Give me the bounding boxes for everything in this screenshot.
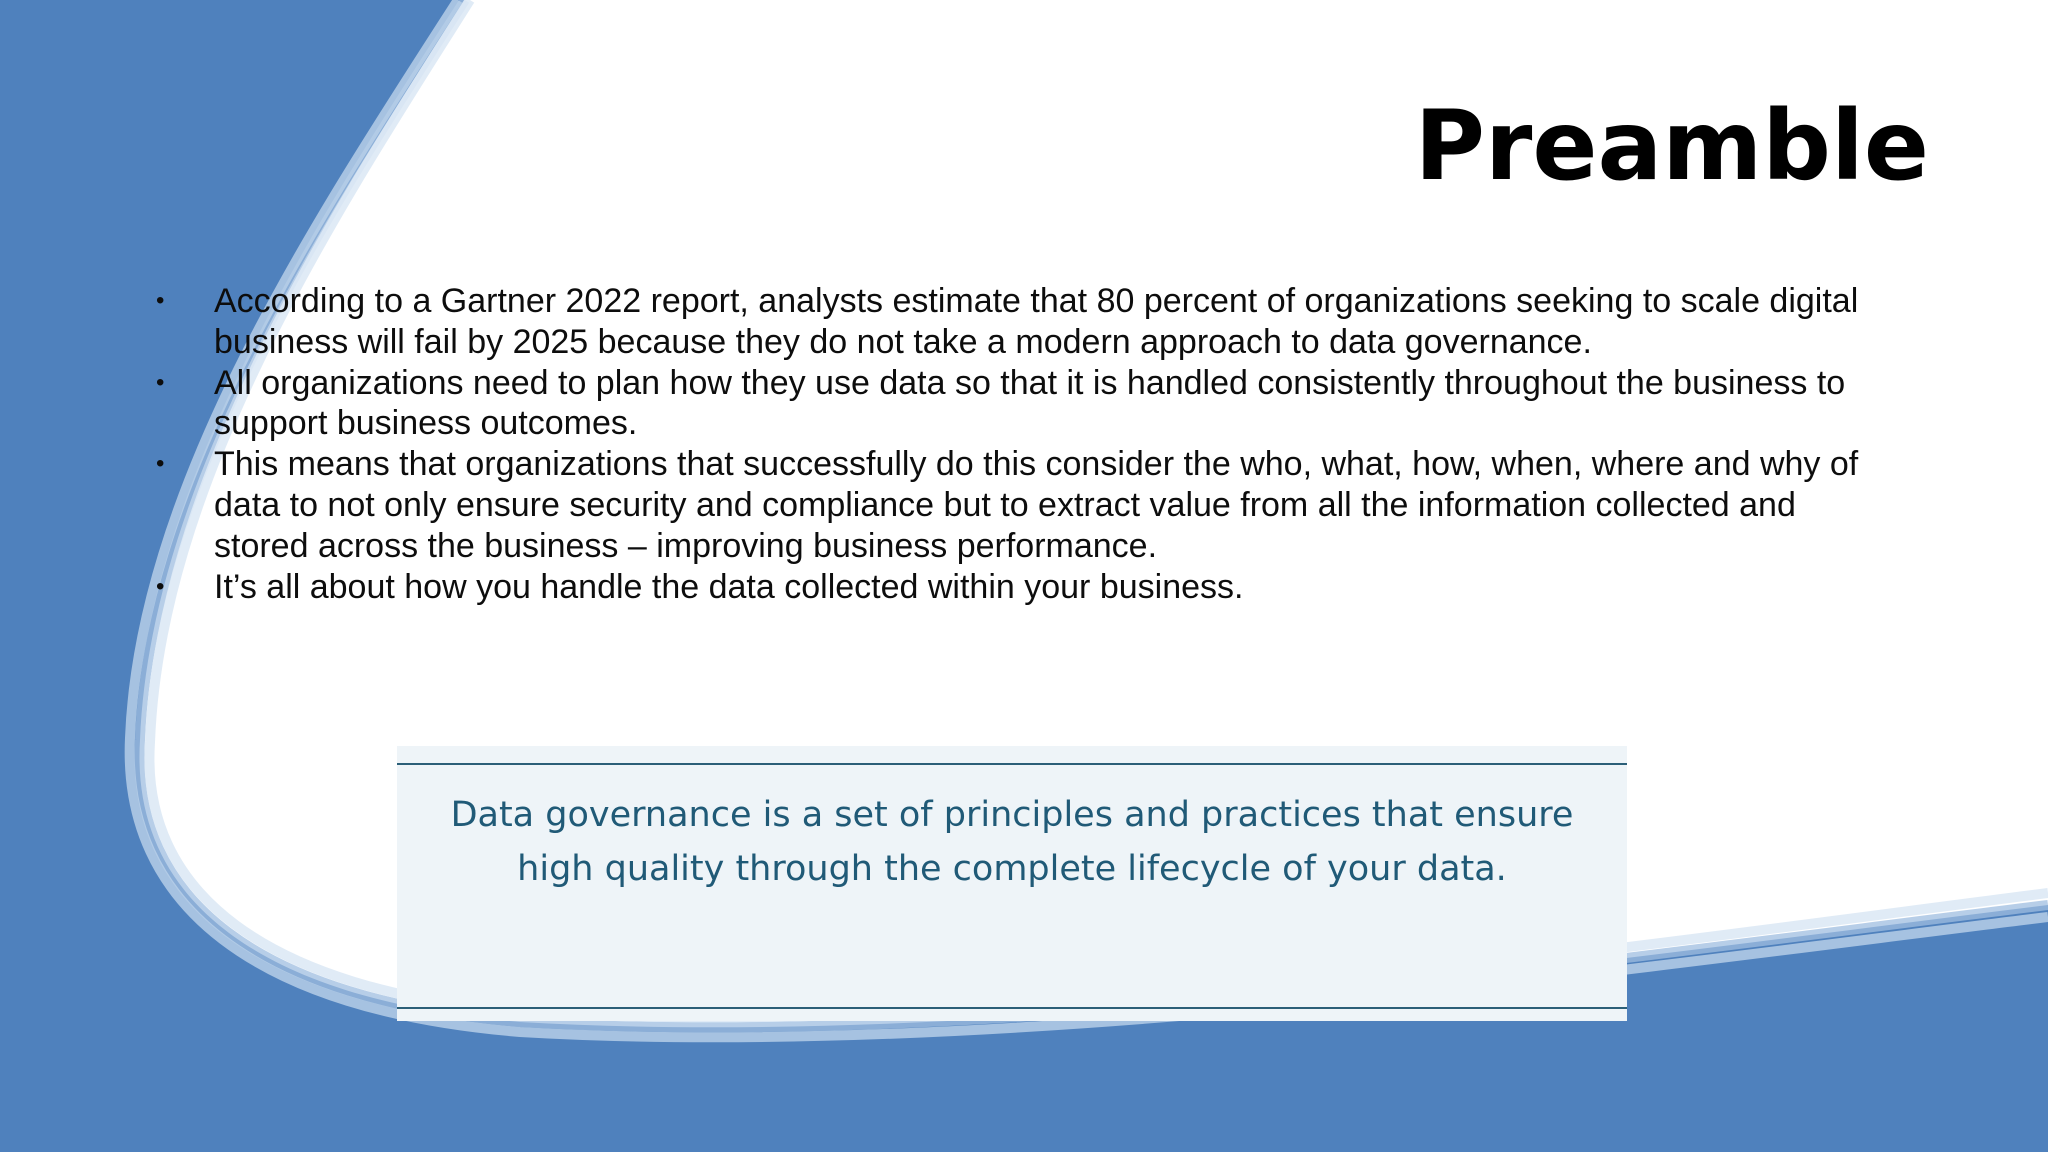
bullet-text: According to a Gartner 2022 report, analysts estimate that 80 percent of organizations seeking to scale digital business will fail by 2025 because they do not take a modern approach to data governance. [214,282,1859,361]
callout-bottom-rule [397,1007,1627,1009]
callout-top-rule [397,763,1627,765]
callout-text: Data governance is a set of principles and practices that ensure high quality through the complete lifecycle of your data. [450,795,1574,889]
callout-box [397,746,1627,1021]
bullet-item [150,281,1890,363]
bullet-list [150,281,1890,607]
bullet-item [150,363,1890,445]
bullet-marker: • [156,450,165,478]
slide-title: Preamble [1414,90,1929,202]
bullet-marker: • [156,368,165,396]
bullet-text: It’s all about how you handle the data collected within your business. [214,567,1244,606]
bullet-item [150,444,1890,566]
bullet-item [150,567,1890,608]
bullet-marker: • [156,572,165,600]
bullet-text: This means that organizations that successfully do this consider the who, what, how, when, where and why of data to not only ensure security and compliance but to extract value from all the information collected and stored across the business – improving business performance. [214,445,1859,565]
bullet-marker: • [156,287,165,314]
bullet-text: All organizations need to plan how they use data so that it is handled consistently throughout the business to support business outcomes. [214,363,1846,443]
